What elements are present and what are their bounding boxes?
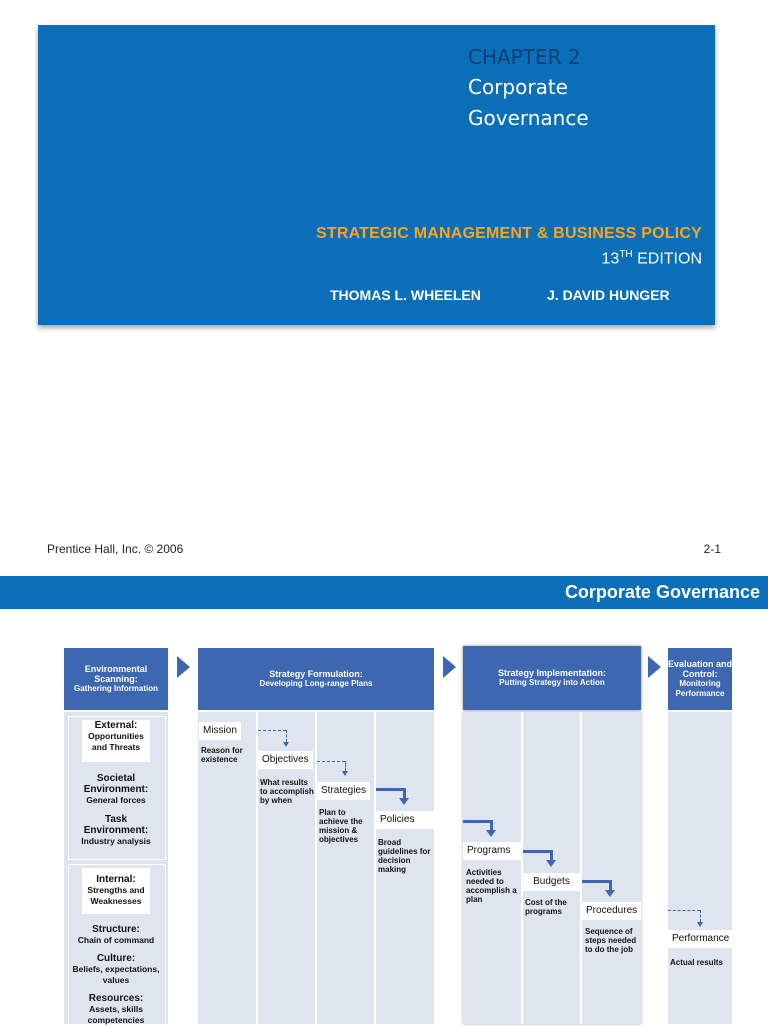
arrow-right-icon bbox=[177, 656, 190, 678]
resources bbox=[68, 993, 164, 1026]
arrow-down-icon bbox=[605, 890, 615, 897]
solid-connector bbox=[550, 850, 553, 860]
arrow-right-icon bbox=[443, 656, 456, 678]
structure-sub: Chain of command bbox=[77, 935, 155, 945]
header-eval-title: Evaluation and Control: bbox=[668, 659, 733, 679]
chapter-label: CHAPTER 2 bbox=[468, 45, 581, 69]
performance-desc: Actual results bbox=[670, 958, 723, 967]
header-impl-sub: Putting Strategy into Action bbox=[499, 678, 605, 687]
solid-connector bbox=[490, 820, 493, 830]
resources-sub: Assets, skills competencies bbox=[87, 1004, 145, 1025]
slide2-title: Corporate Governance bbox=[564, 582, 760, 602]
programs-desc: Activities needed to accomplish a plan bbox=[466, 868, 517, 904]
publisher-footer: Prentice Hall, Inc. © 2006 bbox=[47, 542, 184, 556]
header-form-sub: Developing Long-range Plans bbox=[259, 679, 373, 688]
task-title: Task Environment: bbox=[83, 814, 149, 836]
dashed-connector bbox=[345, 761, 346, 771]
solid-connector bbox=[376, 788, 406, 791]
solid-connector bbox=[463, 820, 493, 823]
divider bbox=[580, 712, 582, 1024]
internal-title: Internal: bbox=[96, 874, 136, 885]
external-sub: Opportunities and Threats bbox=[88, 731, 144, 752]
step-procedures: Procedures bbox=[582, 902, 641, 920]
header-strategy-formulation bbox=[198, 648, 434, 710]
divider bbox=[315, 712, 317, 1024]
external-title: External: bbox=[94, 720, 138, 731]
edition-suffix: TH bbox=[619, 249, 633, 260]
strategies-desc: Plan to achieve the mission & objectives bbox=[319, 808, 363, 844]
structure-title: Structure: bbox=[92, 924, 140, 935]
solid-connector bbox=[582, 880, 612, 883]
solid-connector bbox=[403, 788, 406, 798]
divider bbox=[521, 712, 523, 1024]
step-programs: Programs bbox=[463, 842, 521, 860]
societal-environment bbox=[68, 773, 164, 806]
dashed-connector bbox=[258, 730, 286, 731]
step-strategies: Strategies bbox=[317, 782, 370, 800]
edition-word: EDITION bbox=[637, 250, 702, 268]
header-eval-sub: Monitoring Performance bbox=[675, 679, 725, 698]
dashed-connector bbox=[700, 910, 701, 922]
societal-sub: General forces bbox=[86, 795, 146, 805]
objectives-desc: What results to accomplish by when bbox=[260, 778, 314, 805]
arrow-right-icon bbox=[648, 656, 661, 678]
internal-heading bbox=[82, 868, 150, 914]
resources-title: Resources: bbox=[88, 993, 144, 1004]
evaluation-column bbox=[668, 712, 732, 1024]
step-policies: Policies bbox=[376, 811, 434, 829]
step-performance: Performance bbox=[668, 930, 732, 948]
header-form-title: Strategy Formulation: bbox=[269, 669, 363, 679]
arrow-down-icon bbox=[697, 922, 703, 927]
title-line-2: Governance bbox=[468, 106, 589, 130]
author-2: J. DAVID HUNGER bbox=[547, 287, 670, 303]
solid-connector bbox=[523, 850, 553, 853]
header-impl-title: Strategy Implementation: bbox=[497, 668, 607, 678]
mission-desc: Reason for existence bbox=[201, 746, 243, 764]
author-1: THOMAS L. WHEELEN bbox=[330, 287, 481, 303]
budgets-desc: Cost of the programs bbox=[525, 898, 567, 916]
arrow-down-icon bbox=[399, 798, 409, 805]
arrow-down-icon bbox=[342, 771, 348, 776]
dashed-connector bbox=[668, 910, 700, 911]
slide-number: 2-1 bbox=[703, 542, 721, 556]
title-banner bbox=[38, 25, 715, 325]
structure bbox=[68, 924, 164, 946]
arrow-down-icon bbox=[486, 830, 496, 837]
edition-label bbox=[602, 249, 702, 268]
culture bbox=[68, 953, 164, 986]
step-mission: Mission bbox=[199, 722, 241, 740]
divider bbox=[374, 712, 376, 1024]
culture-sub: Beliefs, expectations, values bbox=[72, 964, 160, 985]
book-subtitle: STRATEGIC MANAGEMENT & BUSINESS POLICY bbox=[316, 225, 702, 242]
task-sub: Industry analysis bbox=[81, 836, 151, 846]
policies-desc: Broad guidelines for decision making bbox=[378, 838, 431, 874]
header-strategy-implementation bbox=[463, 646, 641, 710]
step-budgets: Budgets bbox=[523, 873, 580, 891]
solid-connector bbox=[609, 880, 612, 890]
header-evaluation-control bbox=[668, 648, 732, 710]
title-line-1: Corporate bbox=[468, 75, 568, 99]
header-env-sub: Gathering Information bbox=[74, 684, 158, 693]
culture-title: Culture: bbox=[96, 953, 136, 964]
dashed-connector bbox=[286, 730, 287, 742]
step-objectives: Objectives bbox=[258, 751, 313, 769]
header-environmental-scanning bbox=[64, 648, 168, 710]
task-environment bbox=[68, 814, 164, 847]
dashed-connector bbox=[317, 761, 345, 762]
external-heading bbox=[82, 720, 150, 762]
header-env-title: Environmental Scanning: bbox=[84, 664, 148, 684]
societal-title: Societal Environment: bbox=[83, 773, 149, 795]
internal-sub: Strengths and Weaknesses bbox=[87, 885, 145, 906]
arrow-down-icon bbox=[283, 742, 289, 747]
edition-number: 13 bbox=[601, 250, 620, 268]
procedures-desc: Sequence of steps needed to do the job bbox=[585, 927, 637, 954]
arrow-down-icon bbox=[546, 860, 556, 867]
